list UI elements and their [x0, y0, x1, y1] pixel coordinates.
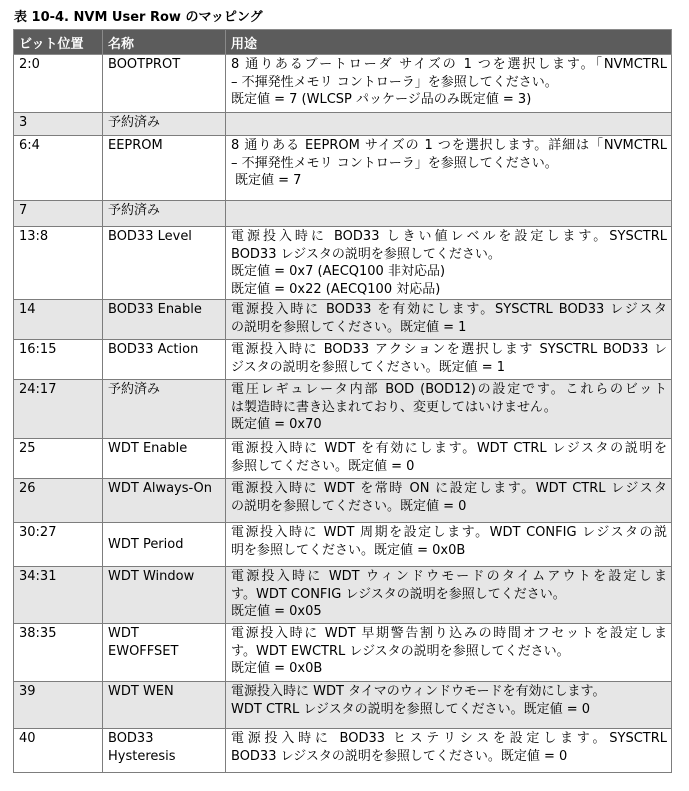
bit-cell: 6:4	[14, 136, 103, 201]
usage-line: – 不揮発性メモリ コントローラ」を参照してください。	[231, 74, 558, 90]
name-cell	[103, 729, 226, 773]
usage-line: 既定値 = 0x22 (AECQ100 対応品)	[231, 281, 441, 297]
usage-line: 電源投入時に BOD33 を有効にします。SYSCTRL BOD33 レジスタ	[231, 302, 667, 317]
table-row	[14, 300, 672, 340]
name-cell	[103, 227, 226, 300]
usage-line: 既定値 = 0x0B	[231, 661, 323, 676]
usage-cell	[226, 729, 672, 773]
name-cell	[103, 55, 226, 113]
usage-line: BOD33 レジスタの説明を参照してください。既定値 = 0	[231, 748, 568, 764]
bit-cell: 40	[14, 729, 103, 773]
usage-cell	[226, 340, 672, 380]
usage-cell	[226, 55, 672, 113]
table-row	[14, 729, 672, 773]
usage-line: は製造時に書き込まれており、変更してはいけません。	[231, 399, 557, 415]
bit-cell: 25	[14, 439, 103, 479]
usage-line: BOD33 レジスタの説明を参照してください。	[231, 246, 501, 262]
usage-line: 電圧レギュレータ内部 BOD (BOD12)の設定です。これらのビット	[231, 382, 667, 397]
usage-cell	[226, 682, 672, 729]
usage-cell	[226, 227, 672, 300]
bit-cell: 34:31	[14, 567, 103, 624]
name-line: BOD33 Action	[108, 342, 199, 357]
nvm-user-row-table	[13, 29, 672, 773]
name-line: WDT	[108, 626, 139, 641]
usage-cell	[226, 567, 672, 624]
usage-line: WDT CTRL レジスタの説明を参照してください。既定値 = 0	[231, 701, 591, 717]
table-row	[14, 340, 672, 380]
name-cell	[103, 340, 226, 380]
usage-line: 8 通りある EEPROM サイズの 1 つを選択します。詳細は「NVMCTRL	[231, 138, 667, 153]
usage-line: の説明を参照してください。既定値 = 1	[231, 319, 467, 335]
name-line: 予約済み	[108, 203, 161, 218]
table-row	[14, 380, 672, 439]
usage-line: ジスタの説明を参照してください。既定値 = 1	[231, 359, 506, 375]
usage-line: 明を参照してください。既定値 = 0x0B	[231, 542, 466, 558]
bit-cell: 13:8	[14, 227, 103, 300]
usage-cell	[226, 439, 672, 479]
name-cell	[103, 682, 226, 729]
name-line: WDT Period	[108, 536, 184, 552]
bit-cell: 2:0	[14, 55, 103, 113]
usage-line: 電源投入時に WDT ウィンドウモードのタイムアウトを設定しま	[231, 569, 667, 584]
name-cell	[103, 479, 226, 523]
bit-cell: 38:35	[14, 624, 103, 682]
bit-cell: 39	[14, 682, 103, 729]
usage-cell	[226, 136, 672, 201]
table-row	[14, 682, 672, 729]
table-header-row	[14, 30, 672, 55]
table-row	[14, 479, 672, 523]
name-cell	[103, 523, 226, 567]
bit-cell: 24:17	[14, 380, 103, 439]
table-row	[14, 439, 672, 479]
bit-cell: 7	[14, 201, 103, 227]
name-cell	[103, 567, 226, 624]
table-caption: 表 10-4. NVM User Row のマッピング	[14, 10, 263, 25]
usage-cell	[226, 300, 672, 340]
bit-cell: 3	[14, 113, 103, 136]
usage-cell	[226, 201, 672, 227]
usage-line: の説明を参照してください。既定値 = 0	[231, 498, 467, 514]
name-line: 予約済み	[108, 382, 161, 397]
name-line: WDT Window	[108, 569, 195, 584]
name-cell	[103, 439, 226, 479]
bit-cell: 16:15	[14, 340, 103, 380]
table-row	[14, 523, 672, 567]
usage-line: 電源投入時に BOD33 しきい値レベルを設定します。SYSCTRL	[231, 229, 667, 244]
usage-line: 電源投入時に WDT タイマのウィンドウモードを有効にします。	[231, 684, 606, 699]
name-cell	[103, 380, 226, 439]
usage-line: 電源投入時に BOD33 アクションを選択します SYSCTRL BOD33 レ	[231, 342, 667, 357]
usage-cell	[226, 624, 672, 682]
name-line: EEPROM	[108, 138, 163, 153]
name-line: WDT Enable	[108, 441, 188, 456]
name-cell	[103, 136, 226, 201]
bit-cell: 30:27	[14, 523, 103, 567]
table-row	[14, 113, 672, 136]
table-row	[14, 55, 672, 113]
usage-line: 既定値 = 0x7 (AECQ100 非対応品)	[231, 264, 446, 279]
usage-line: 電源投入時に WDT 周期を設定します。WDT CONFIG レジスタの説	[231, 525, 667, 540]
name-line: 予約済み	[108, 115, 161, 130]
usage-cell	[226, 113, 672, 136]
usage-cell	[226, 479, 672, 523]
table-row	[14, 567, 672, 624]
usage-line: 電源投入時に WDT を常時 ON に設定します。WDT CTRL レジスタ	[231, 481, 667, 496]
table-row	[14, 227, 672, 300]
header-usage: 用途	[226, 30, 672, 55]
name-line: BOD33	[108, 731, 154, 746]
table-row	[14, 201, 672, 227]
usage-line: – 不揮発性メモリ コントローラ」を参照してください。	[231, 155, 558, 171]
name-line: BOD33 Level	[108, 229, 192, 244]
usage-line: す。WDT EWCTRL レジスタの説明を参照してください。	[231, 643, 570, 659]
usage-cell	[226, 523, 672, 567]
name-line: WDT Always-On	[108, 481, 213, 496]
name-line: WDT WEN	[108, 684, 174, 699]
usage-line: 8 通りあるブートローダ サイズの 1 つを選択します。「NVMCTRL	[231, 57, 667, 72]
header-name: 名称	[103, 30, 226, 55]
name-cell	[103, 300, 226, 340]
table-row	[14, 624, 672, 682]
usage-line: 既定値 = 7 (WLCSP パッケージ品のみ既定値 = 3)	[231, 92, 532, 107]
usage-line: 既定値 = 7	[235, 173, 302, 188]
bit-cell: 26	[14, 479, 103, 523]
usage-line: 既定値 = 0x70	[231, 417, 322, 432]
name-line: BOD33 Enable	[108, 302, 202, 317]
bit-cell: 14	[14, 300, 103, 340]
name-line: BOOTPROT	[108, 57, 181, 72]
usage-line: 電源投入時に WDT 早期警告割り込みの時間オフセットを設定しま	[231, 626, 667, 641]
name-line: Hysteresis	[108, 748, 176, 764]
name-cell	[103, 113, 226, 136]
usage-line: す。WDT CONFIG レジスタの説明を参照してください。	[231, 586, 566, 602]
usage-line: 既定値 = 0x05	[231, 604, 322, 619]
name-cell	[103, 201, 226, 227]
usage-line: 参照してください。既定値 = 0	[231, 458, 415, 474]
usage-line: 電源投入時に BOD33 ヒステリシスを設定します。SYSCTRL	[231, 731, 667, 746]
name-line: EWOFFSET	[108, 643, 179, 659]
usage-line: 電源投入時に WDT を有効にします。WDT CTRL レジスタの説明を	[231, 441, 667, 456]
header-bit-position: ビット位置	[14, 30, 103, 55]
usage-cell	[226, 380, 672, 439]
table-row	[14, 136, 672, 201]
name-cell	[103, 624, 226, 682]
